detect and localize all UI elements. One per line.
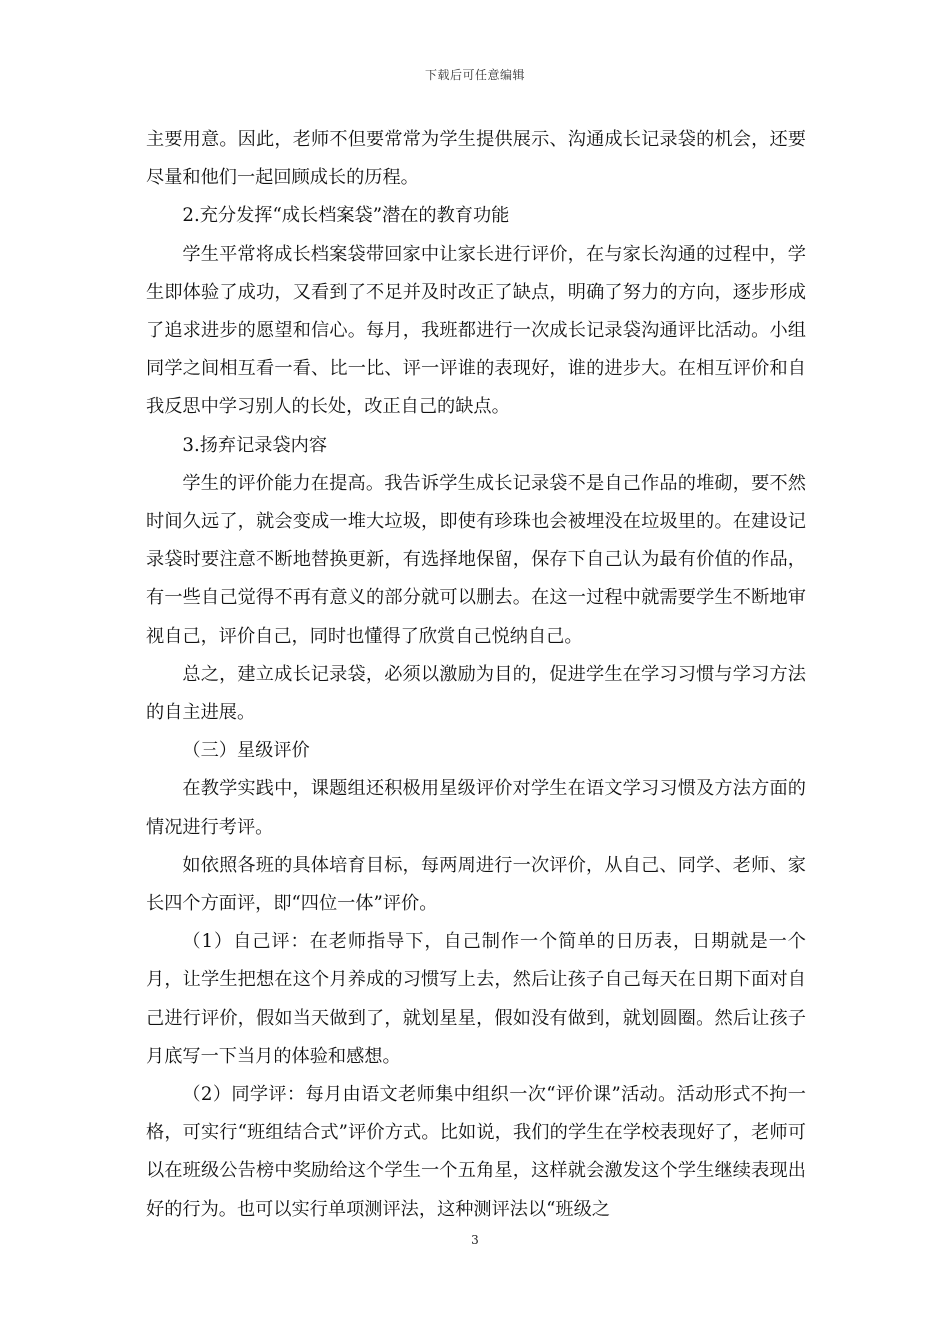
paragraph: （1）自己评：在老师指导下，自己制作一个简单的日历表，日期就是一个月，让学生把想在这个月养成的习惯写上去，然后让孩子自己每天在日期下面对自己进行评价，假如当天做到了，就划星星，假如没有做到，就划圆圈。然后让孩子月底写一下当月的体验和感想。 xyxy=(146,931,806,1067)
page-number: 3 xyxy=(471,1233,479,1247)
paragraph: 在教学实践中，课题组还积极用星级评价对学生在语文学习习惯及方法方面的情况进行考评。 xyxy=(146,778,806,838)
section-heading: （三）星级评价 xyxy=(182,740,310,762)
paragraph: 学生平常将成长档案袋带回家中让家长进行评价，在与家长沟通的过程中，学生即体验了成功，又看到了不足并及时改正了缺点，明确了努力的方向，逐步形成了追求进步的愿望和信心。每月，我班都进行一次成长记录袋沟通评比活动。小组同学之间相互看一看、比一比、评一评谁的表现好，谁的进步大。在相互评价和自我反思中学习别人的长处，改正自己的缺点。 xyxy=(146,243,806,418)
paragraph: 主要用意。因此，老师不但要常常为学生提供展示、沟通成长记录袋的机会，还要尽量和他们一起回顾成长的历程。 xyxy=(146,129,806,189)
paragraph: 学生的评价能力在提高。我告诉学生成长记录袋不是自己作品的堆砌，要不然时间久远了，就会变成一堆大垃圾，即使有珍珠也会被埋没在垃圾里的。在建设记录袋时要注意不断地替换更新，有选择地保留，保存下自己认为最有价值的作品，有一些自己觉得不再有意义的部分就可以删去。在这一过程中就需要学生不断地审视自己，评价自己，同时也懂得了欣赏自己悦纳自己。 xyxy=(146,472,806,647)
document-body xyxy=(146,121,806,1229)
section-heading: 2.充分发挥“成长档案袋”潜在的教育功能 xyxy=(182,205,510,227)
page-header: 下载后可任意编辑 xyxy=(424,68,525,82)
paragraph: 总之，建立成长记录袋，必须以激励为目的，促进学生在学习习惯与学习方法的自主进展。 xyxy=(146,663,806,724)
section-heading: 3.扬弃记录袋内容 xyxy=(182,434,328,456)
paragraph: 如依照各班的具体培育目标，每两周进行一次评价，从自己、同学、老师、家长四个方面评，即“四位一体”评价。 xyxy=(146,854,806,915)
paragraph: （2）同学评：每月由语文老师集中组织一次“评价课”活动。活动形式不拘一格，可实行“班组结合式”评价方式。比如说，我们的学生在学校表现好了，老师可以在班级公告榜中奖励给这个学生一个五角星，这样就会激发这个学生继续表现出好的行为。也可以实行单项测评法，这种测评法以“班级之 xyxy=(146,1084,806,1220)
